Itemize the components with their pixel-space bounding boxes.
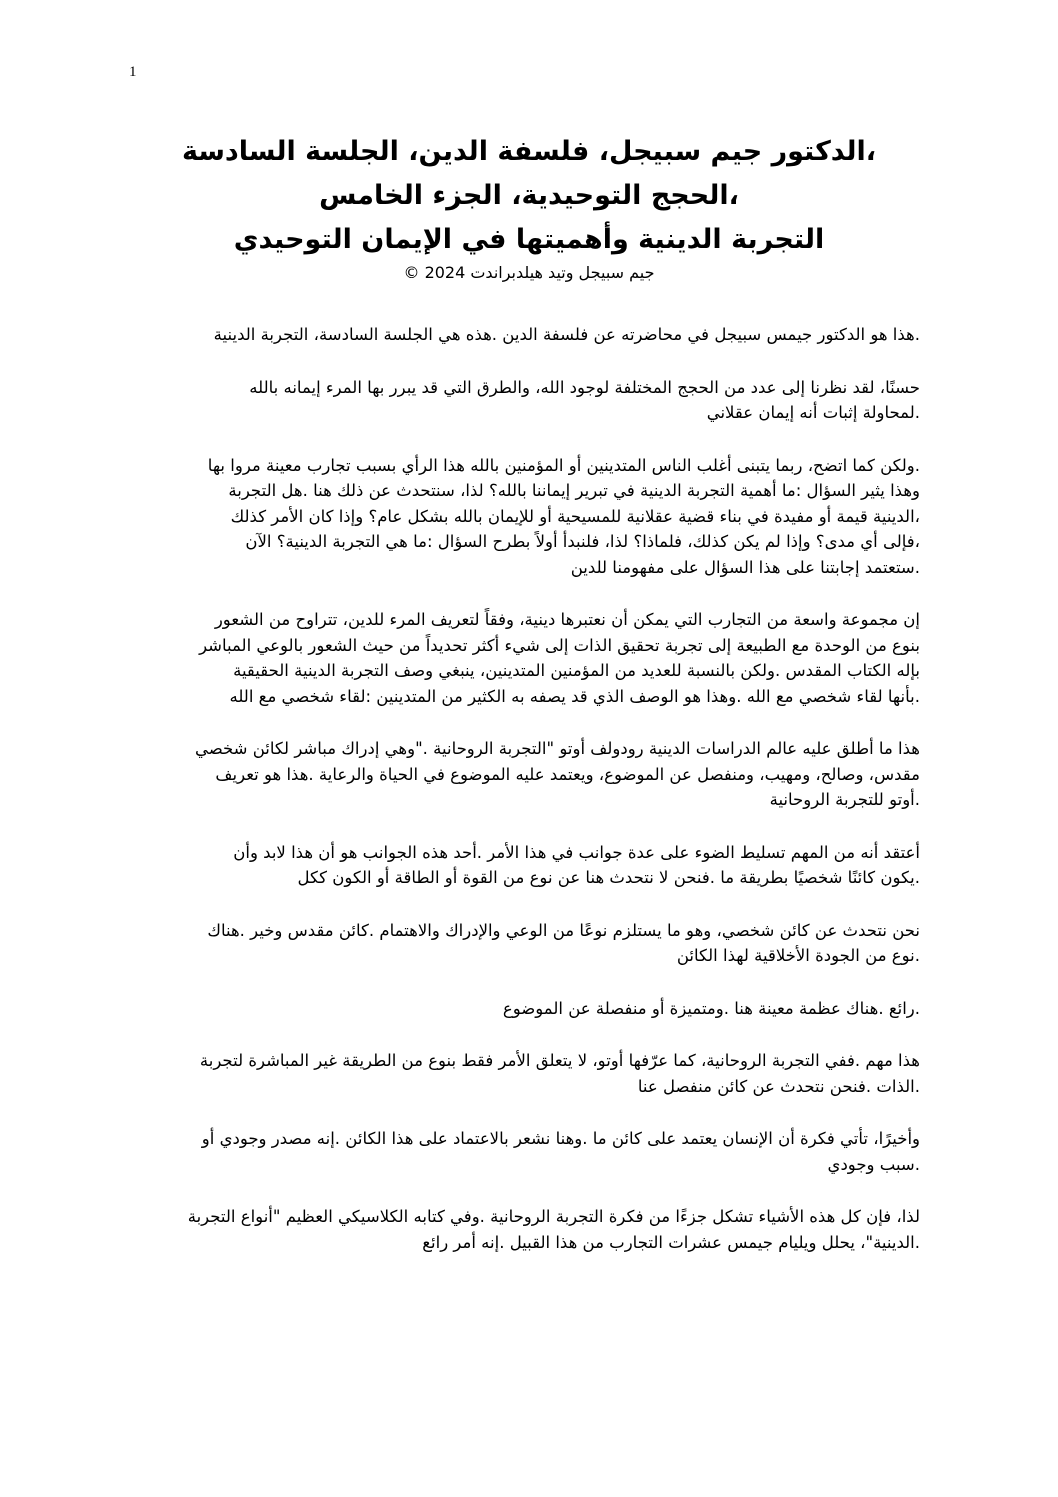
paragraph-5 [138, 736, 920, 813]
text-line: .ولكن كما اتضح، ربما يتبنى أغلب الناس المتدينين أو المؤمنين بالله هذا الرأي بسبب تجارب معينة مروا بها [207, 455, 920, 475]
paragraph-1 [138, 322, 920, 348]
paragraph-6 [138, 840, 920, 891]
paragraph-3 [138, 453, 920, 581]
text-line: .ستعتمد إجابتنا على هذا السؤال على مفهومنا للدين [570, 557, 920, 577]
page-number: 1 [129, 64, 137, 80]
paragraph-8 [138, 996, 920, 1022]
text-line: نحن نتحدث عن كائن شخصي، وهو ما يستلزم نوعًا من الوعي والإدراك والاهتمام .كائن مقدس وخير .هناك [207, 920, 920, 940]
text-line: .نوع من الجودة الأخلاقية لهذا الكائن [676, 946, 920, 965]
text-line: ،فإلى أي مدى؟ وإذا لم يكن كذلك، فلماذا؟ لذا، فلنبدأ أولاً بطرح السؤال :ما هي التجربة الدينية؟ الآن [245, 532, 920, 551]
copyright-line: جيم سبيجل وتيد هيلدبراندت 2024 © [403, 263, 655, 282]
paragraph-4 [138, 607, 920, 709]
title-line-3: التجربة الدينية وأهميتها في الإيمان التوحيدي [233, 224, 825, 255]
text-line: وأخيرًا، تأتي فكرة أن الإنسان يعتمد على كائن ما .وهنا نشعر بالاعتماد على هذا الكائن .إنه مصدر وجودي أو [201, 1129, 920, 1148]
text-line: .لمحاولة إثبات أنه إيمان عقلاني [706, 403, 920, 422]
document-title-block [120, 130, 938, 300]
text-line: .يكون كائنًا شخصيًا بطريقة ما .فنحن لا نتحدث هنا عن نوع من القوة أو الطاقة أو الكون ككل [297, 868, 920, 887]
text-line: .الذات .فنحن نتحدث عن كائن منفصل عنا [637, 1076, 920, 1096]
text-line: .بأنها لقاء شخصي مع الله .وهذا هو الوصف الذي قد يصفه به الكثير من المتدينين :لقاء شخصي مع الله [229, 686, 920, 706]
text-line: أعتقد أنه من المهم تسليط الضوء على عدة جوانب في هذا الأمر .أحد هذه الجوانب هو أن هذا لابد وأن [233, 842, 920, 862]
paragraph-2 [138, 375, 920, 426]
text-line: ،الدينية قيمة أو مفيدة في بناء قضية عقلانية للمسيحية أو للإيمان بالله بشكل عام؟ وإذا كان الأمر كذلك [230, 506, 920, 526]
text-line: بإله الكتاب المقدس .ولكن بالنسبة للعديد من المؤمنين المتدينين، ينبغي وصف التجربة الدينية الحقيقية [233, 661, 920, 680]
paragraph-11 [138, 1204, 920, 1255]
title-line-2: ،الحجج التوحيدية، الجزء الخامس [319, 180, 739, 211]
text-line: .أوتو للتجربة الروحانية [769, 790, 920, 809]
text-line: لذا، فإن كل هذه الأشياء تشكل جزءًا من فكرة التجربة الروحانية .وفي كتابه الكلاسيكي العظيم "أنواع التجربة [187, 1207, 920, 1226]
document-body [138, 322, 920, 1282]
title-line-1: ،الدكتور جيم سبيجل، فلسفة الدين، الجلسة السادسة [181, 136, 877, 167]
text-line: .هذا هو الدكتور جيمس سبيجل في محاضرته عن فلسفة الدين .هذه هي الجلسة السادسة، التجربة الدينية [213, 325, 920, 344]
text-line: بنوع من الوحدة مع الطبيعة إلى تجربة تحقيق الذات إلى شيء أكثر تحديداً من حيث الشعور بالوعي المباشر [199, 635, 920, 655]
text-line: حسنًا، لقد نظرنا إلى عدد من الحجج المختلفة لوجود الله، والطرق التي قد يبرر بها المرء إيمانه بالله [249, 377, 920, 397]
text-line: مقدس، وصالح، ومهيب، ومنفصل عن الموضوع، ويعتمد عليه الموضوع في الحياة والرعاية .هذا هو تعريف [215, 764, 920, 784]
paragraph-7 [138, 918, 920, 969]
text-line: .الدينية"، يحلل ويليام جيمس عشرات التجارب من هذا القبيل .إنه أمر رائع [422, 1232, 920, 1252]
paragraph-10 [138, 1126, 920, 1177]
text-line: هذا ما أطلق عليه عالم الدراسات الدينية رودولف أوتو "التجربة الروحانية ."وهي إدراك مباشر لكائن شخصي [194, 739, 920, 758]
paragraph-9 [138, 1048, 920, 1099]
text-line: .سبب وجودي [827, 1154, 920, 1174]
text-line: إن مجموعة واسعة من التجارب التي يمكن أن نعتبرها دينية، وفقاً لتعريف المرء للدين، تتراوح من الشعور [214, 610, 920, 629]
text-line: وهذا يثير السؤال :ما أهمية التجربة الدينية في تبرير إيماننا بالله؟ لذا، سنتحدث عن ذلك هنا .هل التجربة [228, 481, 920, 500]
text-line: هذا مهم .ففي التجربة الروحانية، كما عرّفها أوتو، لا يتعلق الأمر فقط بنوع من الطريقة غير المباشرة لتجربة [199, 1051, 920, 1070]
text-line: .رائع .هناك عظمة معينة هنا .ومتميزة أو منفصلة عن الموضوع [502, 998, 920, 1018]
